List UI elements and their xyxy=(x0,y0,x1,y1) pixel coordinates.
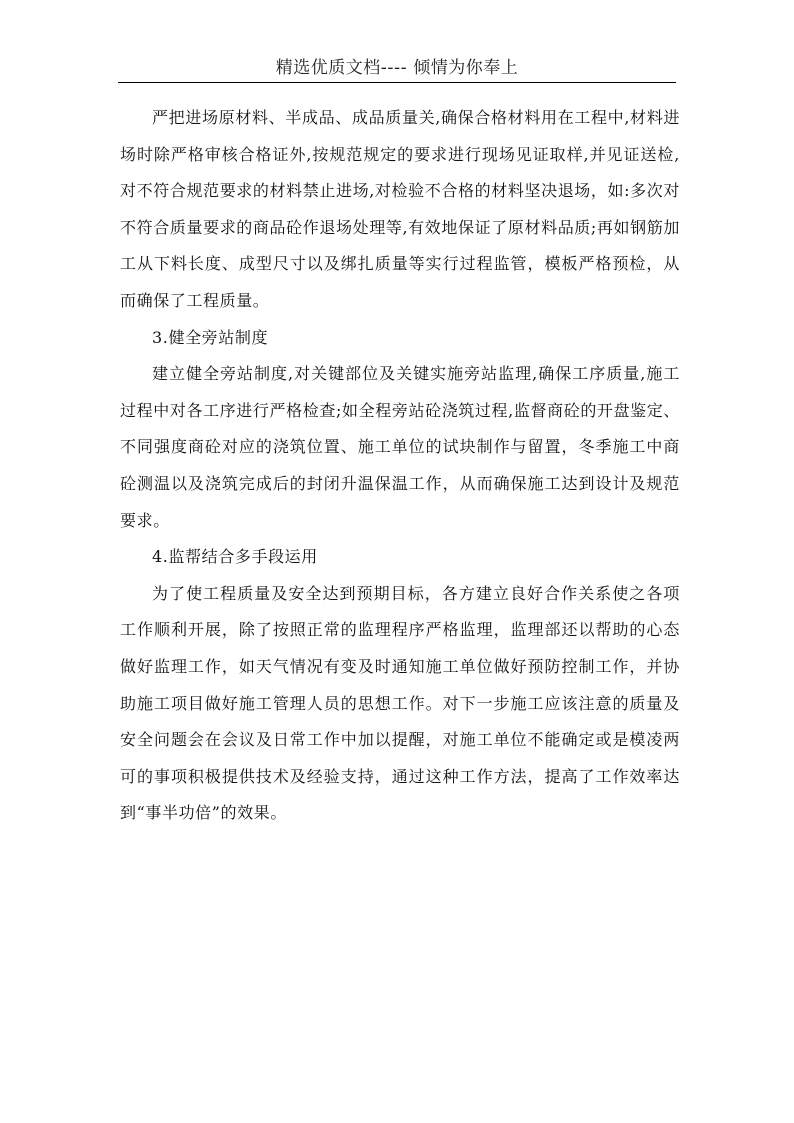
section-heading-methods: 4.监帮结合多手段运用 xyxy=(152,547,318,567)
paragraph-supervision: 建立健全旁站制度,对关键部位及关键实施旁站监理,确保工序质量,施工过程中对各工序进行严格检查;如全程旁站砼浇筑过程,监督商砼的开盘鉴定、不同强度商砼对应的浇筑位置、施工单位的试块制作与留置，冬季施工中商砼测温以及浇筑完成后的封闭升温保温工作，从而确保施工达到设计及规范要求。 xyxy=(120,364,680,530)
section-heading-supervision: 3.健全旁站制度 xyxy=(152,327,269,347)
paragraph-methods: 为了使工程质量及安全达到预期目标，各方建立良好合作关系使之各项工作顺利开展，除了按照正常的监理程序严格监理，监理部还以帮助的心态做好监理工作，如天气情况有变及时通知施工单位做好预防控制工作，并协助施工项目做好施工管理人员的思想工作。对下一步施工应该注意的质量及安全问题会在会议及日常工作中加以提醒，对施工单位不能确定或是模凌两可的事项积极提供技术及经验支持，通过这种工作方法，提高了工作效率达到“事半功倍”的效果。 xyxy=(120,583,680,823)
header-divider xyxy=(118,82,676,83)
page-header: 精选优质文档---- 倾情为你奉上 xyxy=(275,58,519,78)
paragraph-materials: 严把进场原材料、半成品、成品质量关,确保合格材料用在工程中,材料进场时除严格审核合格证外,按规范规定的要求进行现场见证取样,并见证送检,对不符合规范要求的材料禁止进场,对检验不合格的材料坚决退场，如:多次对不符合质量要求的商品砼作退场处理等,有效地保证了原材料品质;再如钢筋加工从下料长度、成型尺寸以及绑扎质量等实行过程监管，模板严格预检，从而确保了工程质量。 xyxy=(120,108,680,310)
document-body xyxy=(120,100,680,832)
